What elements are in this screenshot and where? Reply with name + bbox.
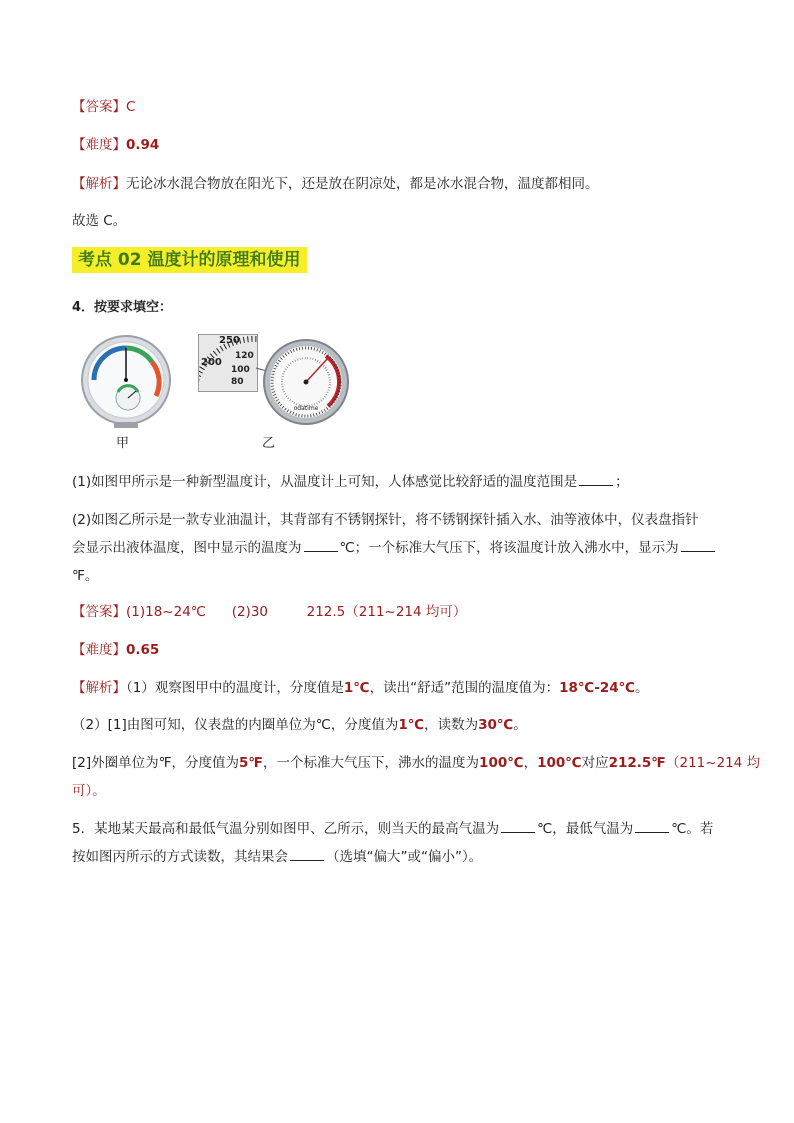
q5-text: 5．某地某天最高和最低气温分别如图甲、乙所示，则当天的最高气温为 [72,821,500,837]
analysis-text: 。 [634,680,649,696]
zoom-label-120: 120 [235,351,254,361]
answer-blank[interactable] [579,473,613,486]
analysis-text: ，读出“舒适”范围的温度值为： [369,680,560,696]
figure-b-gauge [256,334,352,430]
analysis-text: [2]外圈单位为℉，分度值为 [72,755,239,771]
q4-analysis-line4: 可）。 [72,783,106,799]
analysis-text: 对应 [581,755,609,771]
q4-part2-text: 会显示出液体温度，图中显示的温度为 [72,540,302,556]
q5-line1 [72,817,713,837]
q4-part2-line1: (2)如图乙所示是一款专业油温计，其背部有不锈钢探针，将不锈钢探针插入水、油等液体中，仪表盘指针 [72,512,699,528]
figure-b-label: 乙 [262,436,276,451]
difficulty-tag: 【难度】 [72,137,126,153]
q4-difficulty-tag: 【难度】 [72,642,126,658]
analysis-value: 1℃ [398,717,425,733]
answer-line [72,95,135,115]
analysis-value: 18℃-24℃ [559,680,635,696]
analysis-text: 无论冰水混合物放在阳光下，还是放在阴凉处，都是冰水混合物，温度都相同。 [126,176,599,192]
zoom-label-250: 250 [219,335,240,346]
figure-b-zoom-inset [198,334,258,392]
q5-text: ℃。若 [671,821,714,837]
q4-answer-line [72,600,466,620]
conclusion-line: 故选 C。 [72,213,127,229]
analysis-value: 5℉ [238,755,264,771]
answer-value: C [126,99,136,115]
difficulty-value: 0.94 [126,137,160,153]
zoom-label-80: 80 [231,377,244,387]
figure-a-thermometer [72,334,180,432]
zoom-label-100: 100 [231,365,250,375]
answer-blank[interactable] [681,539,715,552]
q5-line2 [72,845,482,865]
q4-part1-end: ； [615,474,629,490]
q4-difficulty-value: 0.65 [126,642,160,658]
q4-answer-value: (1)18~24℃ (2)30 212.5（211~214 均可） [126,604,467,620]
analysis-line [72,172,599,192]
answer-blank[interactable] [290,848,324,861]
zoom-label-200: 200 [201,357,222,368]
analysis-value: 100℃ [537,755,582,771]
analysis-value: 212.5℉ [608,755,666,771]
figure-a-label: 甲 [116,436,130,451]
answer-tag: 【答案】 [72,99,126,115]
q5-text: ℃，最低气温为 [537,821,634,837]
analysis-text: ，一个标准大气压下，沸水的温度为 [263,755,480,771]
analysis-value: 100℃ [479,755,524,771]
analysis-text: ， [523,755,538,771]
analysis-text: （1）观察图甲中的温度计，分度值是 [126,680,344,696]
analysis-text: ，读数为 [424,717,479,733]
q4-analysis-line1 [72,676,648,696]
q4-analysis-line3 [72,751,760,771]
section-heading: 考点 02 温度计的原理和使用 [72,247,307,273]
q4-part2-line2 [72,536,717,556]
q4-part1 [72,470,629,490]
q5-text: 按如图丙所示的方式读数，其结果会 [72,849,288,865]
q4-analysis-tag: 【解析】 [72,680,126,696]
analysis-tag: 【解析】 [72,176,126,192]
answer-blank[interactable] [501,820,535,833]
analysis-text: （2）[1]由图可知，仪表盘的内圈单位为℃，分度值为 [72,717,399,733]
difficulty-line [72,133,159,153]
analysis-value: 1℃ [343,680,370,696]
q4-answer-tag: 【答案】 [72,604,126,620]
analysis-value: （211~214 均 [665,755,761,771]
q4-part1-text: (1)如图甲所示是一种新型温度计，从温度计上可知，人体感觉比较舒适的温度范围是 [72,474,578,490]
q5-text: （选填“偏大”或“偏小”）。 [326,849,483,865]
answer-blank[interactable] [635,820,669,833]
q4-difficulty-line [72,638,159,658]
q4-stem: 4．按要求填空： [72,300,173,315]
q4-analysis-line2 [72,713,527,733]
gauge-brand: odatime [293,405,319,412]
analysis-text: 。 [513,717,527,733]
answer-blank[interactable] [304,539,338,552]
q4-part2-line3: ℉。 [72,568,99,584]
q4-part2-text2: ℃；一个标准大气压下，将该温度计放入沸水中，显示为 [339,540,679,556]
analysis-value: 30℃ [478,717,514,733]
